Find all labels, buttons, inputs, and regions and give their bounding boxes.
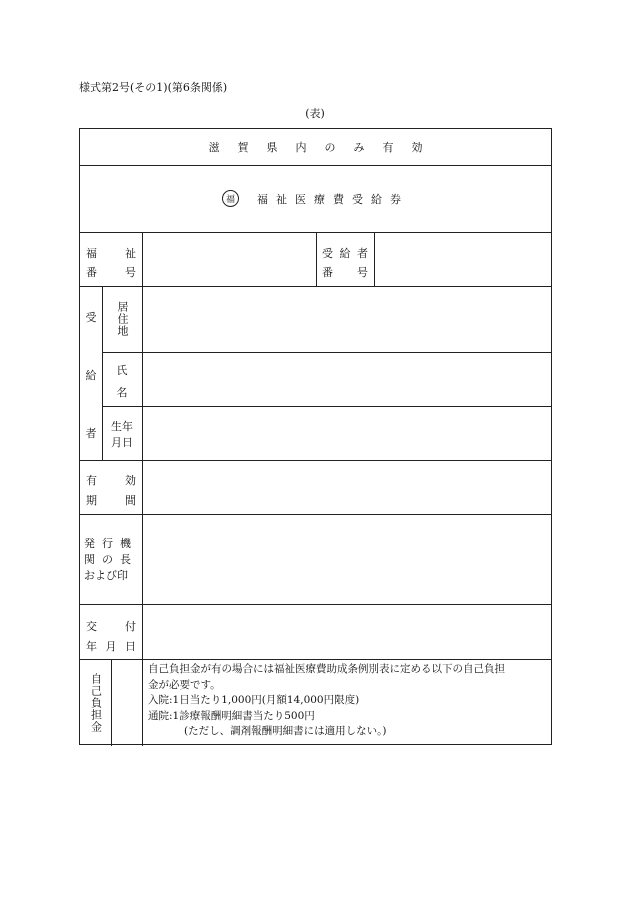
welfare-number-field [143, 233, 315, 286]
copay-status-field [112, 660, 142, 746]
recipient-label-3: 者 [85, 427, 97, 440]
validity-period-label: 有 効 期 間 [86, 474, 136, 507]
welfare-number-label: 福 祉 番 号 [86, 247, 136, 279]
recipient-number-field [375, 233, 551, 286]
name-label-1: 氏 [116, 364, 128, 377]
welfare-mark-icon: 福 [222, 190, 239, 207]
recipient-number-label: 受 給 者 番 号 [322, 247, 368, 279]
form-number: 様式第2号(その1)(第6条関係) [79, 81, 228, 94]
issue-date-label: 交 付 年 月 日 [86, 620, 136, 653]
validity-scope: 滋賀県内のみ有効 [208, 141, 441, 154]
validity-period-field [143, 461, 551, 514]
address-label: 居住地 [116, 301, 129, 337]
address-field [143, 287, 551, 352]
card-title: 福祉医療費受給券 [257, 192, 409, 206]
birthdate-label: 生年 月日 [111, 420, 133, 449]
copay-note: 自己負担金が有の場合には福祉医療費助成条例別表に定める以下の自己負担 金が必要です。 入院:1日当たり1,000円(月額14,000円限度) 通院:1診療報酬明細書当たり500円 (ただし、調剤報酬明細書には適用しない。) [148, 663, 505, 737]
issuer-seal-field [143, 515, 551, 604]
issuer-label: 発行機 関の長 および印 [84, 537, 138, 582]
birthdate-field [143, 407, 551, 460]
side-label: (表) [305, 107, 325, 120]
name-label-2: 名 [116, 386, 128, 399]
issue-date-field [143, 605, 551, 659]
welfare-medical-card [79, 128, 552, 745]
name-field [143, 353, 551, 406]
recipient-label-2: 給 [85, 369, 97, 382]
copay-label: 自己負担金 [89, 672, 103, 733]
recipient-label-1: 受 [85, 311, 97, 324]
